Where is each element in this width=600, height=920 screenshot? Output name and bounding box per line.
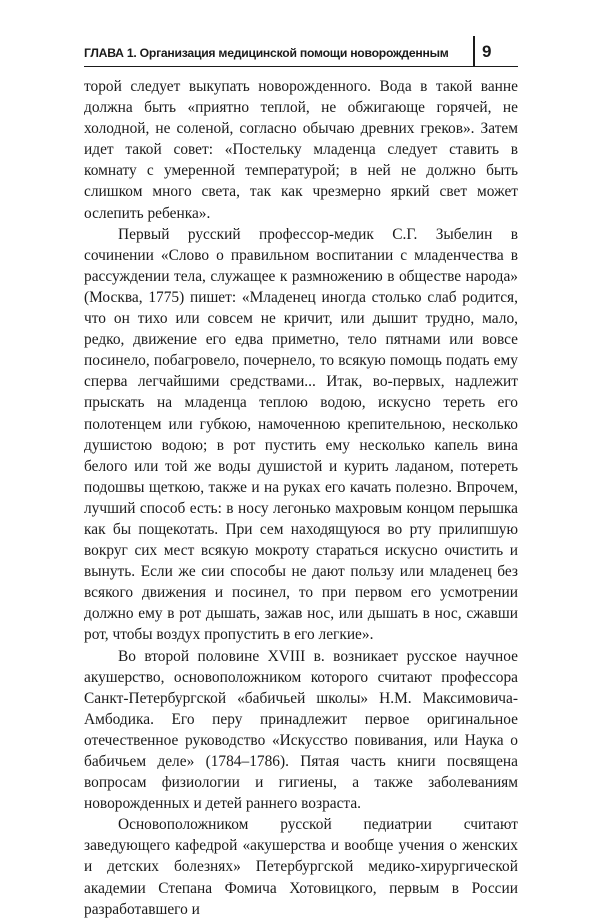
page-number: 9 <box>482 42 492 61</box>
running-header <box>84 36 518 67</box>
paragraph-zybelin: Первый русский профессор-медик С.Г. Зыбелин в сочинении «Слово о правильном воспитании с младенчества в рассуждении тела, служащее к размножению в обществе народа» (Москва, 1775) пишет: «Младенец иногда столько слаб родится, что он тихо или совсем не кричит, или дышит трудно, мало, редко, движение его едва приметно, тело пятнами или вовсе посинело, побагровело, почернело, то всякую помощь подать ему сперва легчайшими средствами... Итак, во-первых, надлежит прыскать на младенца теплою водою, искусно тереть его полотенцем или губкою, намоченною крепительною, несколько душистою водою; в рот пустить ему несколько капель вина белого или той же воды душистой и курить ладаном, потереть подошвы щеткою, также и на руках его качать полезно. Впрочем, лучший способ есть: в носу легонько махровым концом перышка как бы пощекотать. При сем находящуюся во рту прилипшую вокруг сих мест всякую мокроту стараться искусно очистить и вынуть. Если же сии способы не дают пользу или младенец без всякого движения и посинел, то при первом его усмотрении должно ему в рот дышать, зажав нос, или дышать в нос, сжавши рот, чтобы воздух пропустить в его легкие». <box>84 225 518 644</box>
paragraph-khotovitsky: Основоположником русской педиатрии считают заведующего кафедрой «акушерства и вообще учения о женских и детских болезнях» Петербургской медико-хирургической академии Степана Фомича Хотовицкого, первым в России разработавшего и <box>84 816 518 918</box>
paragraph-continuation: торой следует выкупать новорожденного. Вода в такой ванне должна быть «приятно теплой, не обжигающе горячей, не холодной, не соленой, согласно обычаю древних греков». Затем идет такой совет: «Постельку младенца следует ставить в комнату с умеренной температурой; в ней не должно быть слишком много света, так как чрезмерно яркий свет может ослепить ребенка». <box>84 78 518 222</box>
chapter-title: ГЛАВА 1. Организация медицинской помощи новорожденным <box>84 46 449 60</box>
paragraph-ambodik: Во второй половине XVIII в. возникает русское научное акушерство, основоположником которого считают профессора Санкт-Петербургской «бабичьей школы» Н.М. Максимовича-Амбодика. Его перу принадлежит первое оригинальное отечественное руководство «Искусство повивания, или Наука о бабичьем деле» (1784–1786). Пятая часть книги посвящена вопросам физиологии и гигиены, а также заболеваниям новорожденных и детей раннего возраста. <box>84 647 518 813</box>
header-divider <box>473 36 475 66</box>
body-text <box>84 76 518 920</box>
